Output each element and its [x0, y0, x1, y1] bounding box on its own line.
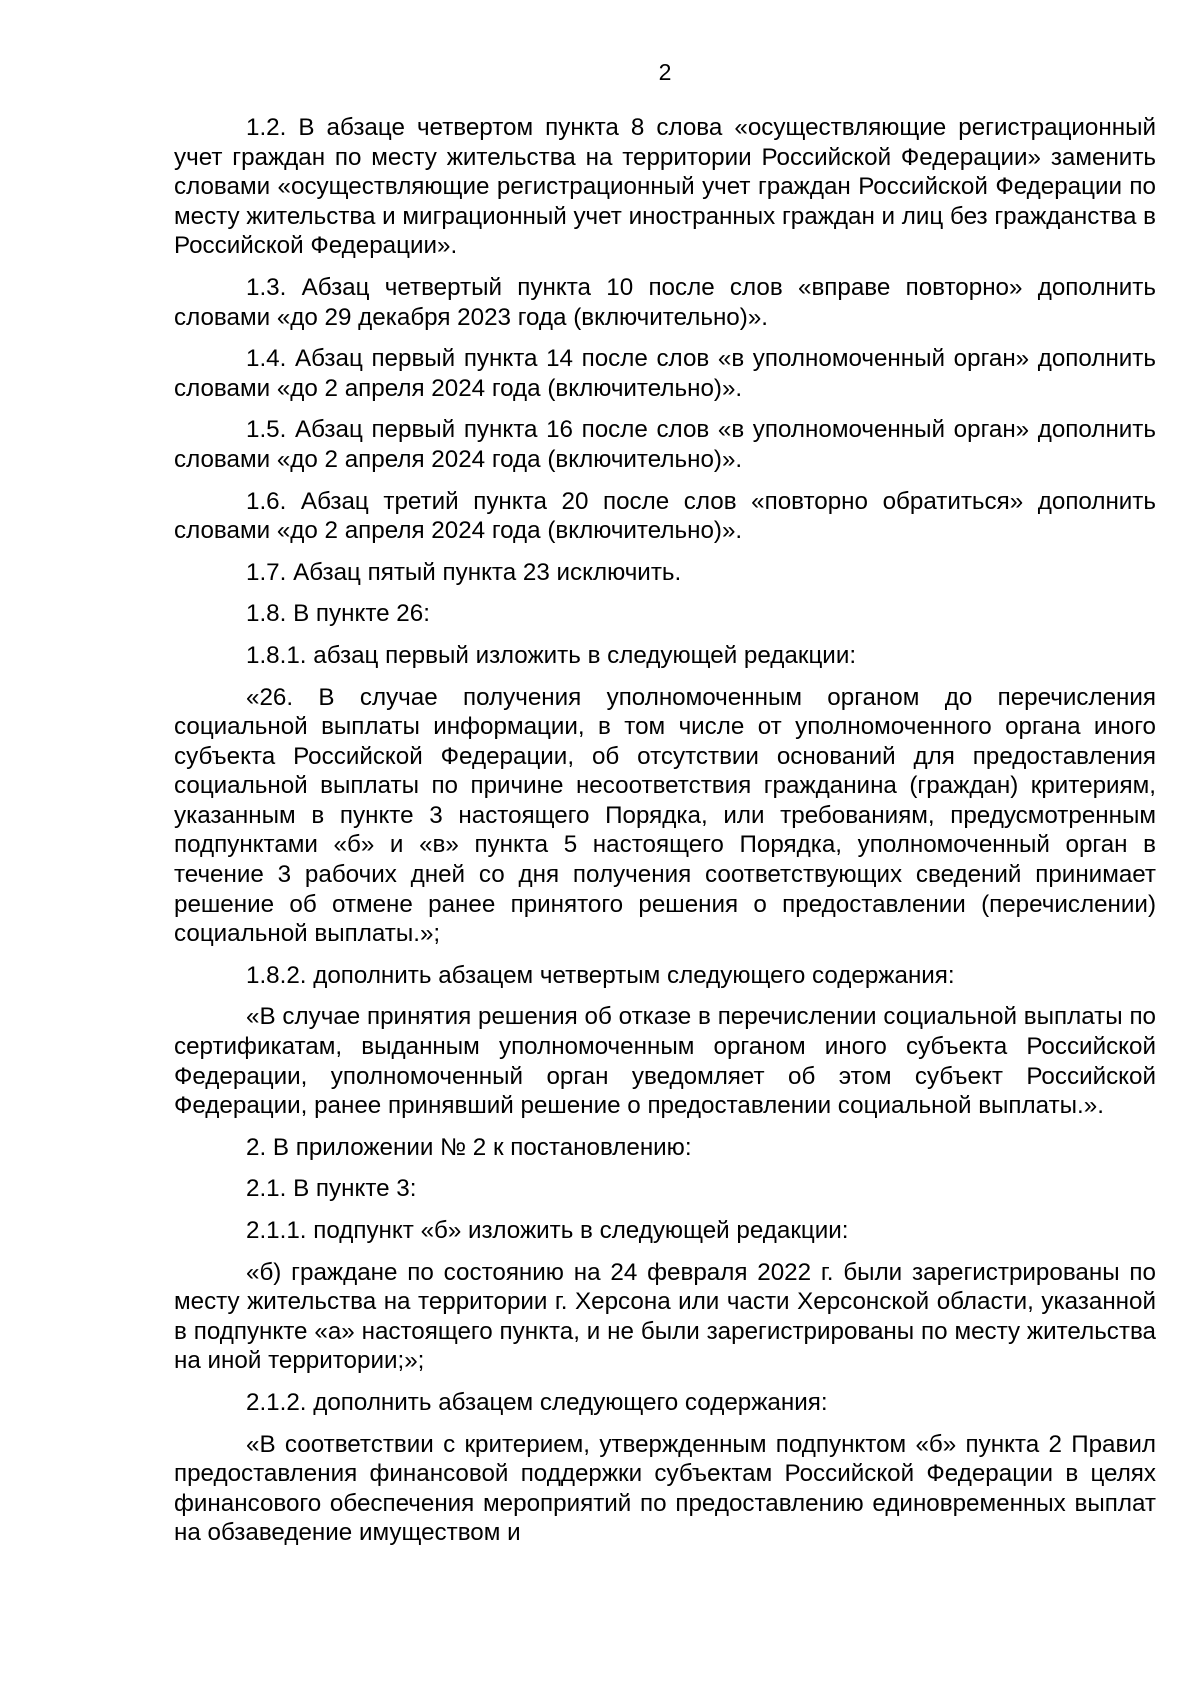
paragraph-1-8-2: 1.8.2. дополнить абзацем четвертым следующего содержания:	[246, 961, 955, 989]
paragraph-1-6: 1.6. Абзац третий пункта 20 после слов «повторно обратиться» дополнить словами «до 2 апреля 2024 года (включительно)».	[174, 487, 1156, 545]
paragraph-2-1-1: 2.1.1. подпункт «б» изложить в следующей редакции:	[246, 1217, 849, 1244]
paragraph-1-7: 1.7. Абзац пятый пункта 23 исключить.	[246, 558, 682, 586]
paragraph-1-8: 1.8. В пункте 26:	[246, 600, 430, 628]
page-number: 2	[658, 59, 672, 85]
paragraph-quote-26: «26. В случае получения уполномоченным органом до перечисления социальной выплаты информации, в том числе от уполномоченного органа иного субъекта Российской Федерации, об отсутствии оснований для предоставления социальной выплаты по причине несоответствия гражданина (граждан) критериям, указанным в пункте 3 настоящего Порядка, или требованиям, предусмотренным подпунктами «б» и «в» пункта 5 настоящего Порядка, уполномоченный орган в течение 3 рабочих дней со дня получения соответствующих сведений принимает решение об отмене ранее принятого решения о предоставлении (перечислении) социальной выплаты.»;	[174, 683, 1156, 948]
paragraph-quote-criterion: «В соответствии с критерием, утвержденным подпунктом «б» пункта 2 Правил предоставления финансовой поддержки субъектам Российской Федерации в целях финансового обеспечения мероприятий по предоставлению единовременных выплат на обзаведение имуществом и	[174, 1430, 1156, 1547]
paragraph-1-2: 1.2. В абзаце четвертом пункта 8 слова «осуществляющие регистрационный учет граждан по месту жительства на территории Российской Федерации» заменить словами «осуществляющие регистрационный учет граждан Российской Федерации по месту жительства и миграционный учет иностранных граждан и лиц без гражданства в Российской Федерации».	[174, 114, 1156, 260]
paragraph-1-8-1: 1.8.1. абзац первый изложить в следующей редакции:	[246, 641, 857, 669]
paragraph-2: 2. В приложении № 2 к постановлению:	[246, 1133, 692, 1161]
paragraph-quote-refusal: «В случае принятия решения об отказе в перечислении социальной выплаты по сертификатам, выданным уполномоченным органом иного субъекта Российской Федерации, уполномоченный орган уведомляет об этом субъект Российской Федерации, ранее принявший решение о предоставлении социальной выплаты.».	[174, 1003, 1156, 1120]
document-body	[174, 113, 1156, 1548]
paragraph-2-1-2: 2.1.2. дополнить абзацем следующего содержания:	[246, 1388, 828, 1416]
paragraph-1-3: 1.3. Абзац четвертый пункта 10 после слов «вправе повторно» дополнить словами «до 29 декабря 2023 года (включительно)».	[174, 273, 1156, 331]
paragraph-1-5: 1.5. Абзац первый пункта 16 после слов «в уполномоченный орган» дополнить словами «до 2 апреля 2024 года (включительно)».	[174, 416, 1156, 473]
paragraph-quote-b: «б) граждане по состоянию на 24 февраля 2022 г. были зарегистрированы по месту жительства на территории г. Херсона или части Херсонской области, указанной в подпункте «а» настоящего пункта, и не были зарегистрированы по месту жительства на иной территории;»;	[174, 1258, 1156, 1375]
paragraph-2-1: 2.1. В пункте 3:	[246, 1175, 417, 1203]
paragraph-1-4: 1.4. Абзац первый пункта 14 после слов «в уполномоченный орган» дополнить словами «до 2 апреля 2024 года (включительно)».	[174, 345, 1156, 402]
